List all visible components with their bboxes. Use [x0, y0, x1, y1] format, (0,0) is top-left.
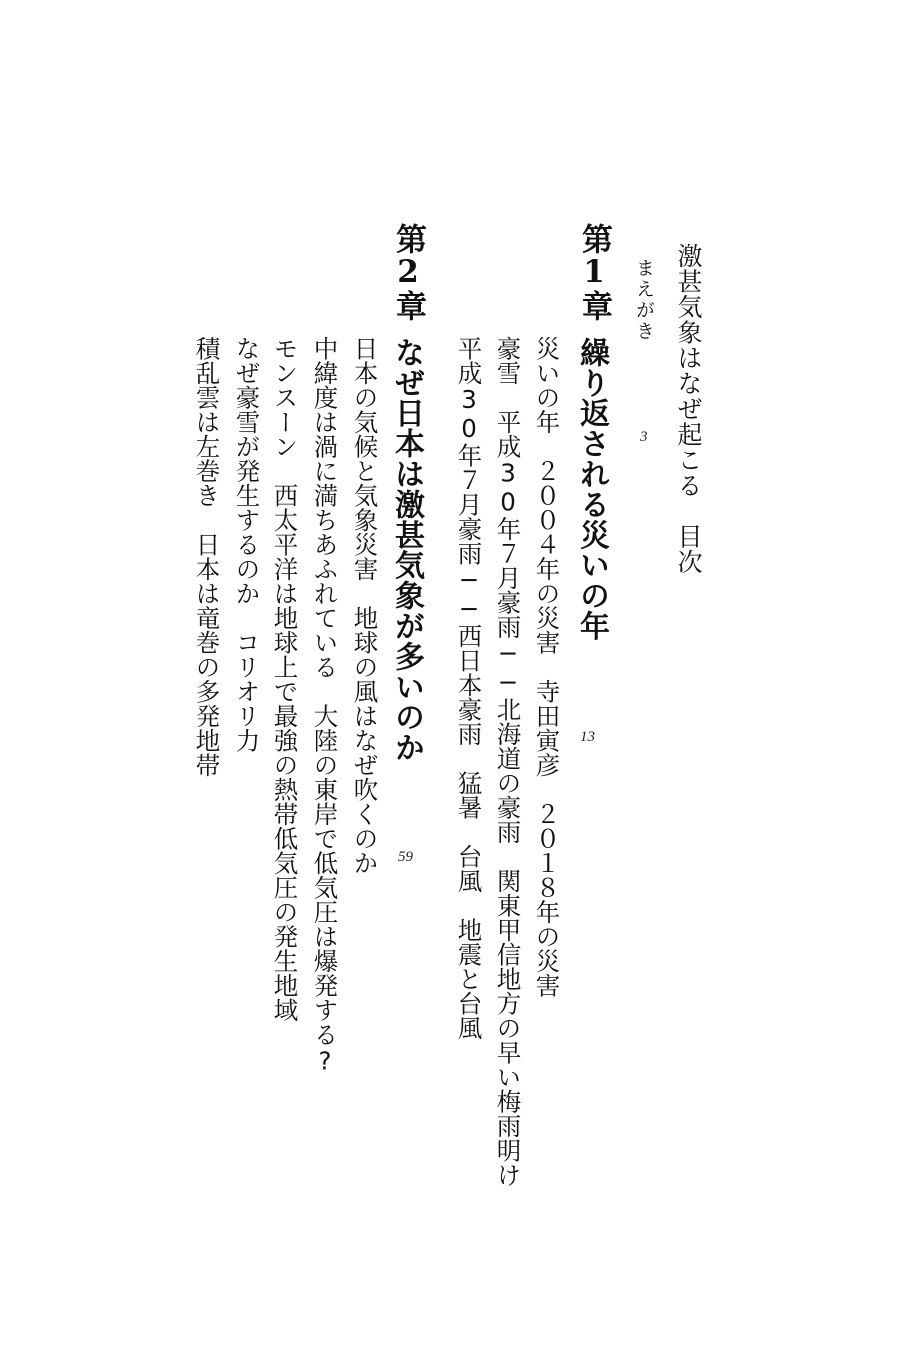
preface-label: まえがき: [633, 258, 655, 342]
chapter1-number: 第1章: [576, 223, 612, 321]
chapter2-line-1: 日本の気候と気象災害 地球の風はなぜ吹くのか: [350, 336, 380, 875]
chapter2-line-3: モンスーン 西太平洋は地球上で最強の熱帯低気圧の発生地域: [270, 336, 300, 1022]
chapter2-page-number: 59: [398, 849, 413, 865]
chapter1-line-2: 豪雪 平成30年７月豪雨──北海道の豪雨 関東甲信地方の早い梅雨明け: [493, 336, 523, 1187]
chapter1-line-3: 平成30年７月豪雨──西日本豪雨 猛暑 台風 地震と台風: [454, 336, 484, 1040]
chapter1-line-1: 災いの年 ２００４年の災害 寺田寅彦 ２０１８年の災害: [532, 336, 562, 998]
chapter2-line-2: 中緯度は渦に満ちあふれている 大陸の東岸で低気圧は爆発する?: [310, 336, 340, 1076]
preface-page-number: 3: [640, 429, 648, 445]
chapter1-title: 繰り返される災いの年: [574, 337, 609, 641]
chapter2-title: なぜ日本は激甚気象が多いのか: [389, 337, 424, 763]
chapter2-line-4: なぜ豪雪が発生するのか コリオリ力: [232, 336, 262, 753]
toc-title: 激甚気象はなぜ起こる 目次: [674, 243, 703, 575]
chapter1-page-number: 13: [580, 729, 595, 745]
chapter2-line-5: 積乱雲は左巻き 日本は竜巻の多発地帯: [192, 336, 222, 777]
chapter2-number: 第2章: [390, 223, 426, 321]
